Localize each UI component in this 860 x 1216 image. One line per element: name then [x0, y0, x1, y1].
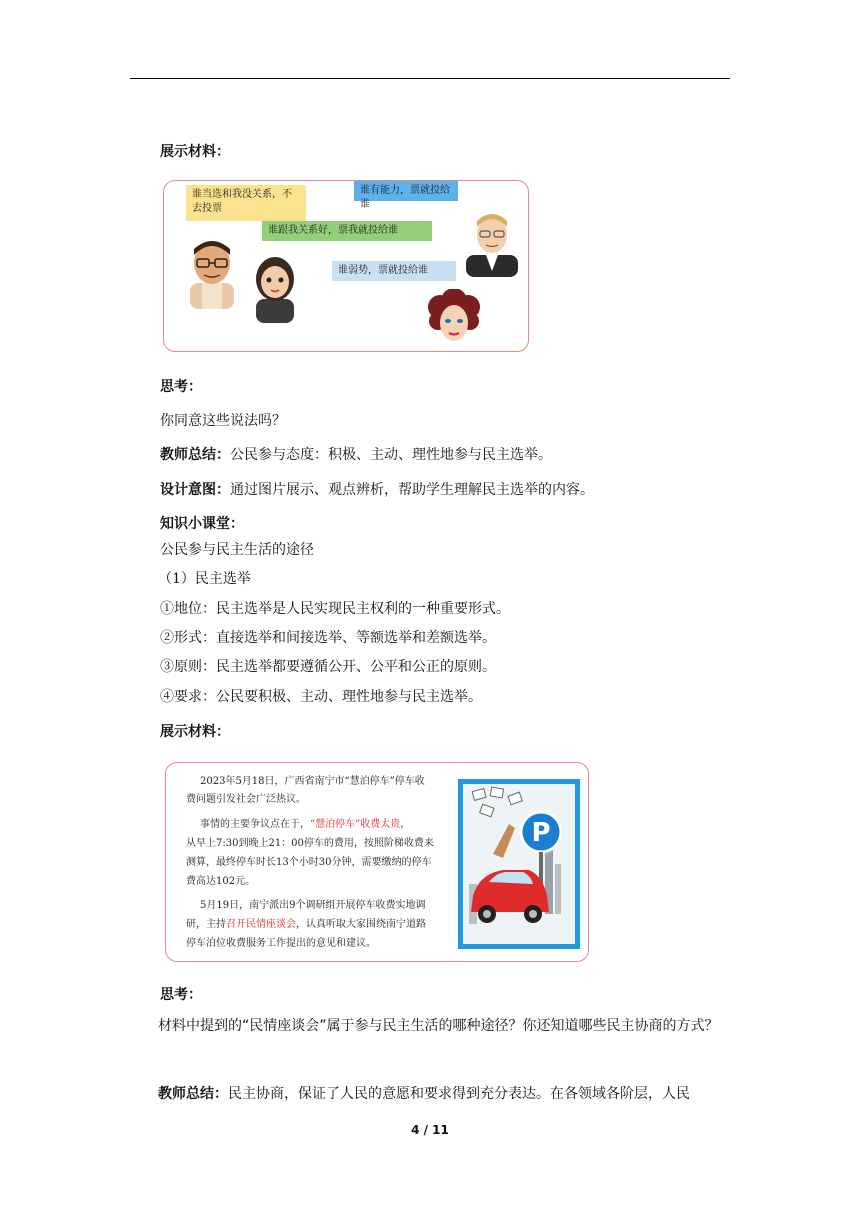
speech-bubble-1: 谁当选和我没关系，不去投票: [186, 185, 306, 221]
knowledge-item: ④要求：公民要积极、主动、理性地参与民主选举。: [160, 689, 482, 705]
material-heading-1: 展示材料：: [160, 144, 230, 160]
header-rule: [130, 78, 730, 79]
news-line: 停车泊位收费服务工作提出的意见和建议。: [186, 938, 376, 949]
speech-bubble-2: 谁有能力，票就投给谁: [354, 181, 458, 201]
news-highlight: “慧泊停车”收费太贵: [310, 819, 401, 830]
teacher-summary-label: 教师总结：: [158, 1086, 228, 1102]
news-line: [186, 918, 426, 932]
woman-short-hair-icon: [252, 251, 298, 323]
speech-bubble-4: 谁弱势，票就投给谁: [332, 261, 456, 281]
material-heading-2: 展示材料：: [160, 724, 230, 740]
knowledge-item: ②形式：直接选举和间接选举、等额选举和差额选举。: [160, 630, 496, 646]
news-line: 费问题引发社会广泛热议。: [186, 794, 306, 805]
knowledge-item-title: （1）民主选举: [158, 571, 251, 587]
teacher-summary-text: 民主协商，保证了人民的意愿和要求得到充分表达。在各领域各阶层，人民: [228, 1086, 690, 1102]
teacher-summary-label: 教师总结：: [160, 447, 230, 463]
think-question-1: 你同意这些说法吗？: [160, 413, 286, 429]
think-heading-2: 思考：: [160, 987, 202, 1003]
man-suit-icon: [462, 211, 522, 277]
news-text: ，认真听取大家围绕南宁道路: [296, 919, 426, 930]
design-intent-text: 通过图片展示、观点辨析，帮助学生理解民主选举的内容。: [230, 482, 594, 498]
design-intent-label: 设计意图：: [160, 482, 230, 498]
figure-parking-news: [165, 762, 589, 962]
figure-election-opinions: [163, 180, 529, 352]
news-text: 事情的主要争议点在于，: [200, 819, 310, 830]
news-line: 5月19日，南宁派出9个调研组开展停车收费实地调: [200, 900, 426, 911]
teacher-summary-1: [160, 446, 552, 464]
knowledge-heading: 知识小课堂：: [160, 516, 244, 532]
news-line: 费高达102元。: [186, 876, 256, 887]
news-text: ，: [400, 819, 411, 830]
teacher-summary-2: [130, 1077, 730, 1111]
knowledge-item: ③原则：民主选举都要遵循公开、公平和公正的原则。: [160, 659, 496, 675]
news-highlight: 召开民情座谈会: [226, 919, 296, 930]
page-number: 4 / 11: [411, 1123, 449, 1137]
think-question-2: 材料中提到的“民情座谈会”属于参与民主生活的哪种途径？你还知道哪些民主协商的方式？: [158, 1018, 719, 1034]
teacher-summary-text: 公民参与态度：积极、主动、理性地参与民主选举。: [230, 447, 552, 463]
news-text: 研，主持: [186, 919, 226, 930]
woman-curly-hair-icon: [426, 289, 480, 351]
design-intent: [160, 481, 594, 499]
news-line: [200, 818, 410, 832]
man-glasses-icon: [184, 235, 240, 309]
news-line: 2023年5月18日，广西省南宁市“慧泊停车”停车收: [200, 776, 425, 787]
news-line: 从早上7:30到晚上21：00停车的费用，按照阶梯收费来: [186, 838, 434, 849]
knowledge-item: ①地位：民主选举是人民实现民主权利的一种重要形式。: [160, 601, 510, 617]
think-heading-1: 思考：: [160, 379, 202, 395]
knowledge-subtitle: 公民参与民主生活的途径: [160, 542, 314, 558]
parking-cartoon: [458, 779, 580, 949]
speech-bubble-3: 谁跟我关系好，票我就投给谁: [262, 221, 432, 241]
svg-text:P: P: [531, 818, 551, 848]
parking-car-cartoon-icon: [463, 784, 575, 944]
news-line: 测算，最终停车时长13个小时30分钟，需要缴纳的停车: [186, 857, 432, 868]
